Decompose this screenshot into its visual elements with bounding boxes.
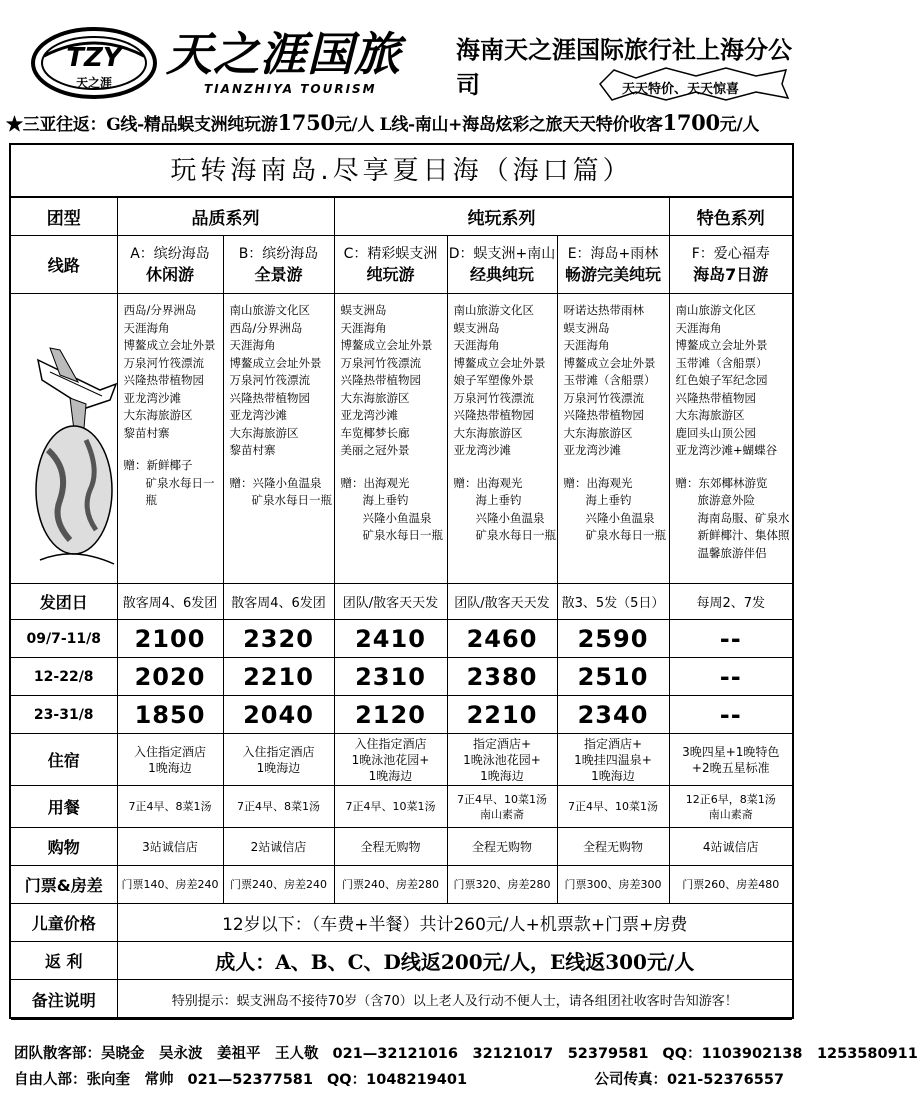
tickets-row xyxy=(11,866,792,904)
price-cell: -- xyxy=(669,658,792,696)
attraction-item: 南山旅游文化区 xyxy=(453,303,534,317)
attraction-item: 大东海旅游区 xyxy=(563,425,633,440)
attraction-item: 大东海旅游区 xyxy=(229,425,299,440)
route-line: B：缤纷海岛 xyxy=(238,245,319,262)
departure-d: 团队/散客天天发 xyxy=(447,584,557,620)
cell-line: 1晚泳池花园+ xyxy=(463,752,541,767)
price-cell: 2210 xyxy=(447,696,557,734)
slogan-text: 天天特价、天天惊喜 xyxy=(622,82,740,97)
cell-line: 入住指定酒店 xyxy=(133,744,206,759)
price-cell: 2380 xyxy=(447,658,557,696)
attraction-item: 大东海旅游区 xyxy=(123,408,193,422)
tickets-f: 门票260、房差480 xyxy=(669,866,792,904)
meals-f xyxy=(669,786,792,828)
departure-b: 散客周4、6发团 xyxy=(223,584,334,620)
attraction-item: 玉带滩（含船票） xyxy=(675,355,768,370)
attraction-item: 万泉河竹筏漂流 xyxy=(229,373,310,387)
departure-c: 团队/散客天天发 xyxy=(334,584,447,620)
attractions-row xyxy=(11,294,792,584)
price-cell: 2340 xyxy=(557,696,669,734)
route-label: 线路 xyxy=(11,236,117,294)
gift-list xyxy=(564,475,669,545)
attraction-item: 亚龙湾沙滩 xyxy=(229,408,287,422)
attraction-item: 南山旅游文化区 xyxy=(675,303,756,317)
page-header xyxy=(0,0,800,108)
company-logo xyxy=(30,26,158,100)
route-name: 全景游 xyxy=(254,264,303,284)
price-cell: 2410 xyxy=(334,620,447,658)
price-row xyxy=(11,658,792,696)
route-line: F：爱心福寿 xyxy=(691,245,770,262)
cell-line: 1晚泳池花园+ xyxy=(351,752,430,767)
meals-a xyxy=(117,786,223,828)
logo-sub: 天之涯 xyxy=(75,76,113,90)
gift-list xyxy=(454,475,557,545)
route-name: 纯玩游 xyxy=(366,264,415,284)
globe-icon xyxy=(36,426,114,564)
gift-item: 赠：新鲜椰子 xyxy=(123,458,193,472)
price-date: 23-31/8 xyxy=(11,696,117,734)
cell-line: 1晚海边 xyxy=(256,760,301,775)
meals-d xyxy=(447,786,557,828)
company-fax xyxy=(595,1068,785,1089)
gift-item: 海南岛服、矿泉水 xyxy=(697,510,790,525)
company-name: 海南天之涯国际旅行社上海分公司 xyxy=(456,36,792,99)
gift-item: 矿泉水每日一瓶 xyxy=(585,528,666,542)
attraction-item: 亚龙湾沙滩+蝴蝶谷 xyxy=(675,443,778,457)
airplane-icon xyxy=(38,348,116,430)
price-row xyxy=(11,696,792,734)
gift-item: 赠：出海观光 xyxy=(453,475,523,490)
cell-line: 指定酒店+ xyxy=(583,736,643,751)
attraction-item: 亚龙湾沙滩 xyxy=(340,408,398,422)
meals-label: 用餐 xyxy=(11,786,117,828)
free-phone: 021—52377581 xyxy=(187,1072,313,1088)
cell-line: 7正4早、8菜1汤 xyxy=(237,800,320,813)
gift-item: 兴隆小鱼温泉 xyxy=(362,510,432,525)
attractions-e xyxy=(557,294,669,584)
attraction-item: 博鳌成立会址外景 xyxy=(675,338,768,352)
gift-list xyxy=(676,475,793,563)
cell-line: 12正6早，8菜1汤 xyxy=(685,792,776,806)
cell-line: 1晚海边 xyxy=(148,760,192,775)
tickets-c: 门票240、房差280 xyxy=(334,866,447,904)
group-type-label: 团型 xyxy=(11,198,117,236)
hotel-b xyxy=(223,734,334,786)
fax-label: 公司传真： xyxy=(594,1072,667,1088)
table-title: 玩转海南岛.尽享夏日海（海口篇） xyxy=(11,145,792,197)
attraction-item: 亚龙湾沙滩 xyxy=(563,443,621,457)
attraction-item: 万泉河竹筏漂流 xyxy=(563,390,644,405)
attraction-item: 博鳌成立会址外景 xyxy=(229,355,322,370)
cell-line: 入住指定酒店 xyxy=(242,744,315,759)
fax-number: 021-52376557 xyxy=(667,1072,784,1088)
free-staff: 张向奎 常帅 xyxy=(86,1072,174,1088)
attraction-item: 南山旅游文化区 xyxy=(229,303,310,317)
notes-label: 备注说明 xyxy=(11,980,117,1020)
cell-line: 1晚海边 xyxy=(480,768,524,783)
attraction-item: 红色娘子军纪念园 xyxy=(675,373,768,387)
gift-list xyxy=(341,475,447,545)
brand-english: TIANZHIYA TOURISM xyxy=(204,82,377,96)
gift-item: 矿泉水每日一瓶 xyxy=(475,528,556,542)
hotel-label: 住宿 xyxy=(11,734,117,786)
brand-name: 天之涯国旅 xyxy=(166,27,401,81)
series-pure: 纯玩系列 xyxy=(334,198,669,236)
price-cell: 2210 xyxy=(223,658,334,696)
gift-item: 旅游意外险 xyxy=(697,493,755,507)
attraction-item: 博鳌成立会址外景 xyxy=(563,355,656,370)
gift-item: 赠：出海观光 xyxy=(563,475,633,490)
team-contact xyxy=(14,1042,918,1063)
price-cell: -- xyxy=(669,620,792,658)
route-line: A：缤纷海岛 xyxy=(130,245,210,262)
cell-line: 1晚海边 xyxy=(368,768,413,783)
attraction-item: 大东海旅游区 xyxy=(340,390,410,405)
promo-g-price: 1750 xyxy=(277,110,335,135)
hotel-f xyxy=(669,734,792,786)
team-qq-label: QQ： xyxy=(662,1046,702,1062)
gift-item: 矿泉水每日一瓶 xyxy=(362,528,443,542)
departure-label: 发团日 xyxy=(11,584,117,620)
gift-item: 兴隆小鱼温泉 xyxy=(585,510,655,525)
route-a xyxy=(117,236,223,294)
cell-line: 入住指定酒店 xyxy=(354,736,427,751)
promo-l-line: L线-南山+海岛炫彩之旅天天特价收客 xyxy=(379,115,663,135)
attraction-item: 兴隆热带植物园 xyxy=(123,373,204,387)
attraction-item: 兴隆热带植物园 xyxy=(563,408,644,422)
shopping-e: 全程无购物 xyxy=(557,828,669,866)
price-cell: 2320 xyxy=(223,620,334,658)
route-row xyxy=(11,236,792,294)
attraction-item: 万泉河竹筏漂流 xyxy=(340,355,421,370)
slogan-badge xyxy=(596,66,792,102)
meals-b xyxy=(223,786,334,828)
attractions-a xyxy=(117,294,223,584)
attraction-item: 兴隆热带植物园 xyxy=(340,373,421,387)
cell-line: 南山素斋 xyxy=(480,807,524,821)
price-cell: 2120 xyxy=(334,696,447,734)
meals-row xyxy=(11,786,792,828)
plane-globe-illustration xyxy=(30,320,120,580)
team-phone: 021—32121016 32121017 52379581 xyxy=(332,1046,649,1062)
price-cell: 2310 xyxy=(334,658,447,696)
itinerary-table xyxy=(9,143,794,1019)
meals-e xyxy=(557,786,669,828)
cell-line: 7正4早、8菜1汤 xyxy=(128,800,212,813)
attraction-item: 蜈支洲岛 xyxy=(563,320,610,335)
free-label: 自由人部： xyxy=(14,1072,87,1088)
attraction-item: 鹿回头山顶公园 xyxy=(675,425,756,440)
rebate-label: 返 利 xyxy=(11,942,117,980)
attraction-item: 天涯海角 xyxy=(340,320,387,335)
free-qq: 1048219401 xyxy=(366,1072,468,1088)
price-cell: 2020 xyxy=(117,658,223,696)
hotel-d xyxy=(447,734,557,786)
shopping-a: 3站诚信店 xyxy=(117,828,223,866)
promo-g-unit: 元/人 xyxy=(334,115,375,135)
route-line: D：蜈支洲+南山 xyxy=(448,245,556,262)
attraction-item: 大东海旅游区 xyxy=(675,408,745,422)
series-quality: 品质系列 xyxy=(117,198,334,236)
attraction-item: 美丽之冠外景 xyxy=(340,443,410,457)
promo-l-price: 1700 xyxy=(662,110,720,135)
attraction-item: 博鳌成立会址外景 xyxy=(340,338,433,352)
logo-text: TZY xyxy=(66,43,122,73)
attraction-item: 西岛/分界洲岛 xyxy=(229,320,303,335)
route-line: E：海岛+雨林 xyxy=(567,245,659,262)
tickets-label: 门票&房差 xyxy=(11,866,117,904)
route-b xyxy=(223,236,334,294)
gift-list xyxy=(124,457,223,510)
attraction-item: 博鳌成立会址外景 xyxy=(453,355,546,370)
gift-item: 温馨旅游伴侣 xyxy=(697,545,767,560)
attraction-item: 天涯海角 xyxy=(563,338,610,352)
attraction-item: 兴隆热带植物园 xyxy=(229,390,310,405)
cell-line: 指定酒店+ xyxy=(472,736,532,751)
promo-line xyxy=(6,110,759,135)
price-date: 09/7-11/8 xyxy=(11,620,117,658)
attraction-item: 兴隆热带植物园 xyxy=(453,408,534,422)
hotel-e xyxy=(557,734,669,786)
price-cell: 1850 xyxy=(117,696,223,734)
route-d xyxy=(447,236,557,294)
cell-line: 7正4早、10菜1汤 xyxy=(345,800,436,813)
rebate-row xyxy=(11,942,792,980)
route-f xyxy=(669,236,792,294)
notes-text: 特别提示：蜈支洲岛不接待70岁（含70）以上老人及行动不便人士，请各组团社收客时告知游客！ xyxy=(117,980,792,1020)
departure-row xyxy=(11,584,792,620)
tickets-a: 门票140、房差240 xyxy=(117,866,223,904)
route-name: 畅游完美纯玩 xyxy=(564,264,661,284)
route-e xyxy=(557,236,669,294)
tickets-e: 门票300、房差300 xyxy=(557,866,669,904)
promo-l-unit: 元/人 xyxy=(719,115,760,135)
attraction-item: 亚龙湾沙滩 xyxy=(453,443,511,457)
gift-item: 新鲜椰汁、集体照 xyxy=(697,528,790,542)
hotel-a xyxy=(117,734,223,786)
attraction-item: 天涯海角 xyxy=(453,338,500,352)
attractions-b xyxy=(223,294,334,584)
attraction-item: 黎苗村寨 xyxy=(123,425,170,440)
attractions-d xyxy=(447,294,557,584)
cell-line: +2晚五星标准 xyxy=(691,760,770,775)
price-cell: 2590 xyxy=(557,620,669,658)
rebate-text: 成人：A、B、C、D线返200元/人，E线返300元/人 xyxy=(117,942,792,980)
price-row xyxy=(11,620,792,658)
price-cell: 2460 xyxy=(447,620,557,658)
attraction-item: 博鳌成立会址外景 xyxy=(123,338,216,352)
cell-line: 南山素斋 xyxy=(708,807,753,821)
departure-e: 散3、5发（5日） xyxy=(557,584,669,620)
tickets-d: 门票320、房差280 xyxy=(447,866,557,904)
gift-item: 赠：出海观光 xyxy=(340,475,410,490)
shopping-row xyxy=(11,828,792,866)
cell-line: 7正4早、10菜1汤 xyxy=(568,800,658,813)
price-date: 12-22/8 xyxy=(11,658,117,696)
shopping-c: 全程无购物 xyxy=(334,828,447,866)
free-contact xyxy=(14,1068,467,1089)
free-qq-label: QQ： xyxy=(326,1072,367,1088)
gift-item: 矿泉水每日一瓶 xyxy=(145,475,215,507)
notes-row xyxy=(11,980,792,1020)
attraction-item: 天涯海角 xyxy=(229,338,276,352)
shopping-f: 4站诚信店 xyxy=(669,828,792,866)
cell-line: 1晚海边 xyxy=(591,768,635,783)
tickets-b: 门票240、房差240 xyxy=(223,866,334,904)
departure-f: 每周2、7发 xyxy=(669,584,792,620)
price-cell: 2510 xyxy=(557,658,669,696)
attraction-item: 蜈支洲岛 xyxy=(340,303,387,317)
cell-line: 1晚挂四温泉+ xyxy=(574,752,652,767)
hotel-c xyxy=(334,734,447,786)
gift-item: 海上垂钓 xyxy=(475,493,522,507)
attraction-item: 兴隆热带植物园 xyxy=(675,390,756,405)
gift-item: 矿泉水每日一瓶 xyxy=(251,493,332,507)
team-staff: 吴晓金 吴永波 姜祖平 王人敬 xyxy=(101,1046,319,1062)
departure-a: 散客周4、6发团 xyxy=(117,584,223,620)
child-price-row xyxy=(11,904,792,942)
series-row xyxy=(11,198,792,236)
gift-item: 海上垂钓 xyxy=(362,493,409,507)
gift-item: 赠：兴隆小鱼温泉 xyxy=(229,475,322,490)
team-qq: 1103902138 1253580911 xyxy=(701,1046,918,1062)
cell-line: 3晚四星+1晚特色 xyxy=(682,744,780,759)
price-cell: -- xyxy=(669,696,792,734)
shopping-b: 2站诚信店 xyxy=(223,828,334,866)
shopping-label: 购物 xyxy=(11,828,117,866)
route-c xyxy=(334,236,447,294)
attraction-item: 万泉河竹筏漂流 xyxy=(453,390,534,405)
attraction-item: 车览椰梦长廊 xyxy=(340,425,410,440)
gift-item: 兴隆小鱼温泉 xyxy=(475,510,545,525)
attraction-item: 呀诺达热带雨林 xyxy=(563,303,644,317)
attraction-item: 亚龙湾沙滩 xyxy=(123,390,181,405)
gift-item: 海上垂钓 xyxy=(585,493,632,507)
gift-list xyxy=(230,475,334,510)
attractions-c xyxy=(334,294,447,584)
attraction-item: 蜈支洲岛 xyxy=(453,320,500,335)
hotel-row xyxy=(11,734,792,786)
promo-g-line: ★三亚往返：G线-精品蜈支洲纯玩游 xyxy=(6,115,278,135)
price-cell: 2100 xyxy=(117,620,223,658)
price-cell: 2040 xyxy=(223,696,334,734)
attraction-item: 天涯海角 xyxy=(675,320,722,335)
team-label: 团队散客部： xyxy=(14,1046,101,1062)
attraction-item: 娘子军塑像外景 xyxy=(453,373,534,387)
gift-item: 赠：东郊椰林游览 xyxy=(675,475,768,490)
meals-c xyxy=(334,786,447,828)
cell-line: 7正4早、10菜1汤 xyxy=(457,792,547,806)
price-table xyxy=(11,197,792,1020)
route-name: 经典纯玩 xyxy=(469,264,534,284)
attraction-item: 天涯海角 xyxy=(123,320,170,335)
attraction-item: 西岛/分界洲岛 xyxy=(123,303,197,317)
attraction-item: 万泉河竹筏漂流 xyxy=(123,355,204,370)
route-line: C：精彩蜈支洲 xyxy=(343,245,438,262)
attraction-item: 玉带滩（含船票） xyxy=(563,373,656,387)
shopping-d: 全程无购物 xyxy=(447,828,557,866)
attraction-item: 大东海旅游区 xyxy=(453,425,523,440)
child-price-label: 儿童价格 xyxy=(11,904,117,942)
child-price-text: 12岁以下：（车费+半餐）共计260元/人+机票款+门票+房费 xyxy=(117,904,792,942)
series-special: 特色系列 xyxy=(669,198,792,236)
attraction-item: 黎苗村寨 xyxy=(229,443,276,457)
route-name: 休闲游 xyxy=(145,264,194,284)
route-name: 海岛7日游 xyxy=(693,264,769,284)
attractions-f xyxy=(669,294,792,584)
